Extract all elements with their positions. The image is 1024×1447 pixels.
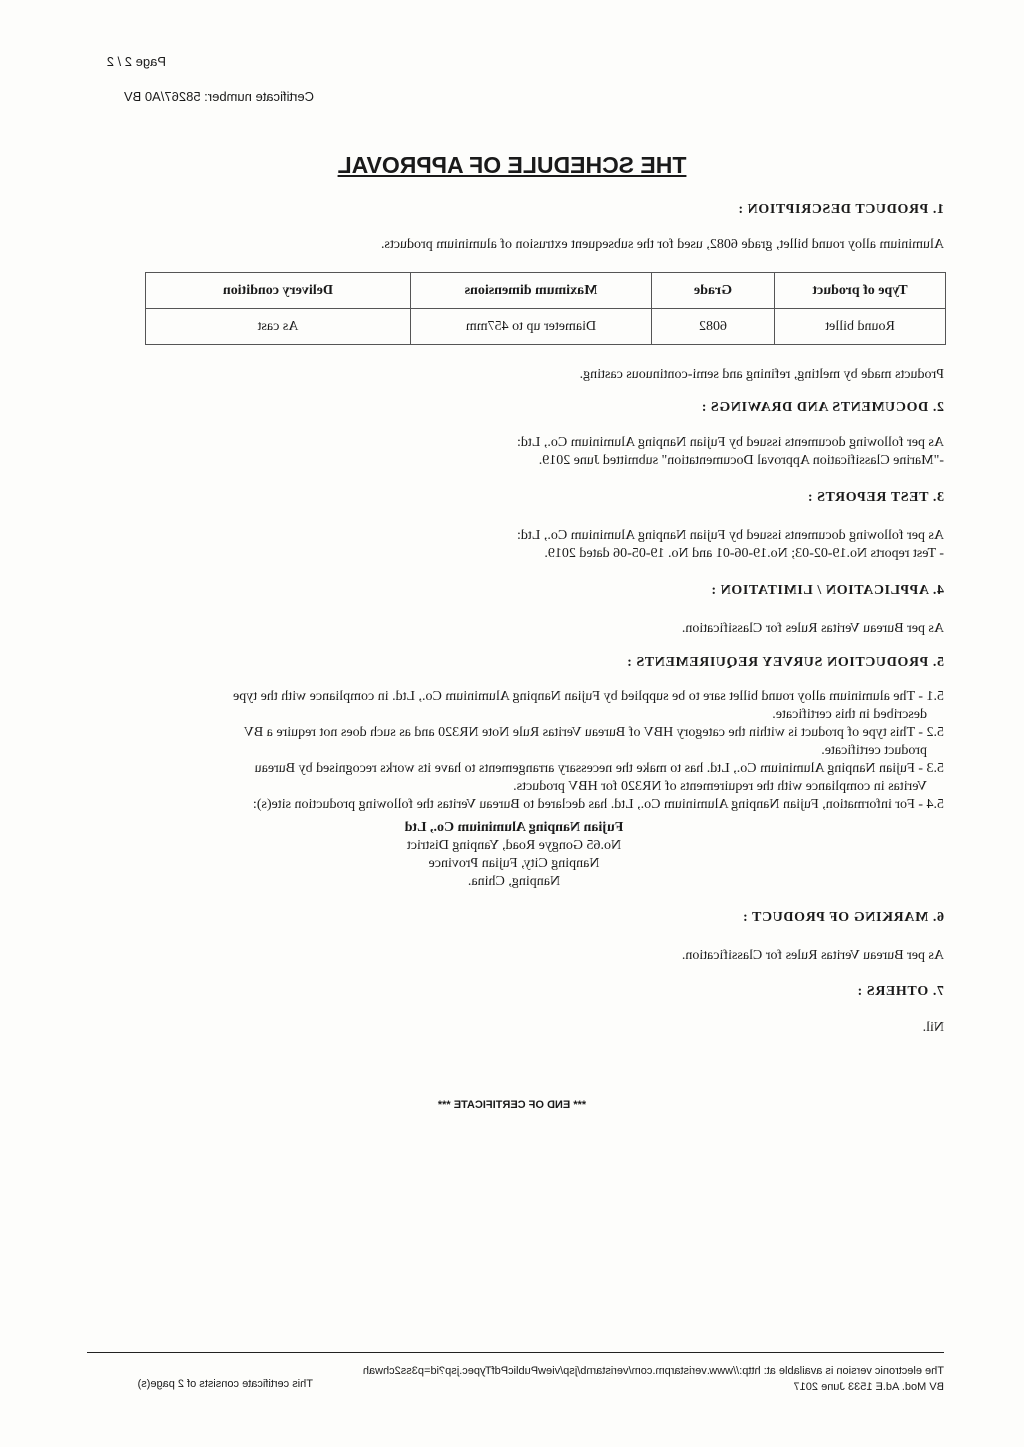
others-text: Nil. bbox=[922, 1020, 944, 1035]
table-row bbox=[146, 309, 946, 345]
site-address-1: No.65 Gongye Road, Yanping District bbox=[406, 838, 622, 853]
list-item: 5.1 - The aluminium alloy round billet sare to be supplied by Fujian Nanping Aluminium Co., Ltd. in compliance with the type described in this certificate. bbox=[233, 689, 944, 722]
test-reports-line-1: As per following documents issued by Fujian Nanping Aluminium Co., Ltd: bbox=[517, 528, 944, 543]
cell-type: Round billet bbox=[775, 309, 946, 345]
cell-grade: 6082 bbox=[652, 309, 775, 345]
footer-form-ref: BV Mod. Ad.E 1533 June 2017 bbox=[793, 1381, 944, 1393]
cell-dimensions: Diameter up to 457mm bbox=[411, 309, 652, 345]
production-site bbox=[374, 819, 654, 891]
header-dimensions: Maximum dimensions bbox=[411, 273, 652, 309]
document-title: THE SCHEDULE OF APPROVAL bbox=[337, 152, 687, 178]
cell-delivery: As cast bbox=[146, 309, 411, 345]
end-of-certificate: *** END OF CERTIFICATE *** bbox=[437, 1099, 587, 1111]
section-2-heading: 2. DOCUMENTS AND DRAWINGS : bbox=[701, 400, 944, 415]
site-address-2: Nanping City, Fujian Province bbox=[428, 856, 600, 871]
documents-line-2: -"Marine Classification Approval Documentation" submitted June 2019. bbox=[538, 453, 944, 468]
section-6-heading: 6. MARKING OF PRODUCT : bbox=[742, 910, 944, 925]
documents-line-1: As per following documents issued by Fujian Nanping Aluminium Co., Ltd: bbox=[517, 435, 944, 450]
list-item: 5.3 - Fujian Nanping Aluminium Co., Ltd. has to make the necessary arrangements to have its works recognised by Bureau Veritas in compliance with the requirements of NR320 for HBV products. bbox=[254, 761, 944, 794]
manufacturing-note: Products made by melting, refining and semi-continuous casting. bbox=[579, 367, 944, 382]
header-grade: Grade bbox=[652, 273, 775, 309]
section-5-heading: 5. PRODUCTION SURVEY REQUIREMENTS : bbox=[626, 655, 944, 670]
section-4-heading: 4. APPLICATION / LIMITATION : bbox=[710, 583, 944, 598]
marking-text: As per Bureau Veritas Rules for Classification. bbox=[681, 948, 944, 963]
table-header-row bbox=[146, 273, 946, 309]
site-address-3: Nanping, China. bbox=[467, 874, 561, 889]
product-spec-table bbox=[145, 272, 946, 345]
list-item: 5.4 - For information, Fujian Nanping Aluminium Co., Ltd. has declared to Bureau Veritas the following production site(s): bbox=[252, 797, 944, 812]
section-3-heading: 3. TEST REPORTS : bbox=[807, 490, 944, 505]
section-7-heading: 7. OTHERS : bbox=[856, 984, 944, 999]
footer-divider bbox=[87, 1352, 944, 1353]
site-name: Fujian Nanping Aluminium Co., Ltd bbox=[404, 820, 624, 835]
footer-page-count: This certificate consists of 2 page(s) bbox=[137, 1378, 313, 1390]
page-number: Page 2 / 2 bbox=[106, 54, 166, 69]
section-1-heading: 1. PRODUCT DESCRIPTION : bbox=[737, 202, 944, 217]
requirements-list bbox=[104, 688, 944, 814]
header-type: Type of product bbox=[775, 273, 946, 309]
test-reports-line-2: - Test reports No.19-02-03; No.19-06-01 and No. 19-05-06 dated 2019. bbox=[544, 546, 944, 561]
application-text: As per Bureau Veritas Rules for Classification. bbox=[681, 621, 944, 636]
certificate-number: Certificate number: 58267/A0 BV bbox=[123, 89, 314, 104]
footer-electronic-version: The electronic version is available at: http://www.veristarpm.com/veristarnb/jsp/viewPublicPdfTypec.jsp?id=p3ss2chwah bbox=[362, 1365, 944, 1377]
list-item: 5.2 - This type of product is within the category HBV of Bureau Veritas Rule Note NR320 and as such does not require a BV product certificate. bbox=[243, 725, 944, 758]
header-delivery: Delivery condition bbox=[146, 273, 411, 309]
product-description-text: Aluminium alloy round billet, grade 6082, used for the subsequent extrusion of aluminium products. bbox=[380, 237, 944, 252]
